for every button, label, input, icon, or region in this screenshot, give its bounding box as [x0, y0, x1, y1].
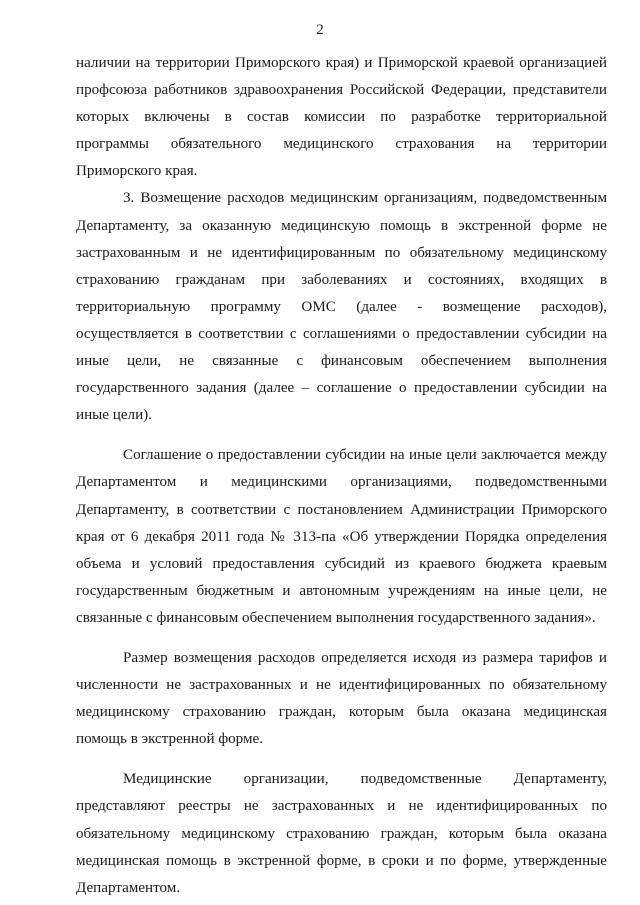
text-line: Департаменту, в соответствии с постановлением Администрации Приморского — [76, 501, 607, 518]
paragraph — [76, 645, 607, 753]
paragraph — [76, 442, 607, 632]
text-line: застрахованным и не идентифицированным по обязательному медицинскому — [76, 244, 607, 261]
text-line: программы обязательного медицинского страхования на территории — [76, 136, 607, 153]
paragraph — [76, 50, 607, 185]
paragraph — [76, 766, 607, 901]
text-line: Приморского края. — [76, 163, 198, 180]
text-line: 3. Возмещение расходов медицинским организациям, подведомственным — [123, 190, 607, 207]
text-line: связанные с финансовым обеспечением выполнения государственного задания». — [76, 609, 596, 626]
text-line: обязательному медицинскому страхованию граждан, которым была оказана — [76, 825, 607, 842]
text-line: иные цели). — [76, 407, 152, 424]
text-line: помощь в экстренной форме. — [76, 731, 263, 748]
text-line: медицинская помощь в экстренной форме, в сроки и по форме, утвержденные — [76, 852, 607, 869]
text-line: численности не застрахованных и не идентифицированных по обязательному — [76, 677, 607, 694]
text-line: Размер возмещения расходов определяется исходя из размера тарифов и — [123, 649, 607, 666]
text-line: Соглашение о предоставлении субсидии на иные цели заключается между — [123, 447, 607, 464]
text-line: Департаменту, за оказанную медицинскую помощь в экстренной форме не — [76, 217, 607, 234]
text-line: края от 6 декабря 2011 года № 313-па «Об утверждении Порядка определения — [76, 528, 607, 545]
text-line: государственного задания (далее – соглашение о предоставлении субсидии на — [76, 380, 607, 397]
text-line: Медицинские организации, подведомственные Департаменту, — [123, 771, 607, 788]
text-line: медицинскому страхованию граждан, которым была оказана медицинская — [76, 704, 607, 721]
text-line: территориальную программу ОМС (далее - возмещение расходов), — [76, 298, 607, 315]
text-line: осуществляется в соответствии с соглашениями о предоставлении субсидии на — [76, 325, 607, 342]
text-line: объема и условий предоставления субсидий из краевого бюджета краевым — [76, 555, 607, 572]
page-number: 2 — [316, 22, 324, 38]
text-line: страхованию гражданам при заболеваниях и состояниях, входящих в — [76, 271, 607, 288]
text-line: государственным бюджетным и автономным учреждениям на иные цели, не — [76, 582, 607, 599]
text-line: иные цели, не связанные с финансовым обеспечением выполнения — [76, 353, 607, 370]
text-line: профсоюза работников здравоохранения Российской Федерации, представители — [76, 82, 607, 99]
text-line: представляют реестры не застрахованных и не идентифицированных по — [76, 798, 607, 815]
text-line: наличии на территории Приморского края) и Приморской краевой организацией — [76, 55, 607, 71]
paragraph — [76, 185, 607, 429]
text-line: Департаментом. — [76, 879, 181, 896]
text-line: Департаментом и медицинскими организациями, подведомственными — [76, 474, 607, 491]
document-body — [76, 50, 607, 902]
text-line: которых включены в состав комиссии по разработке территориальной — [76, 109, 607, 126]
